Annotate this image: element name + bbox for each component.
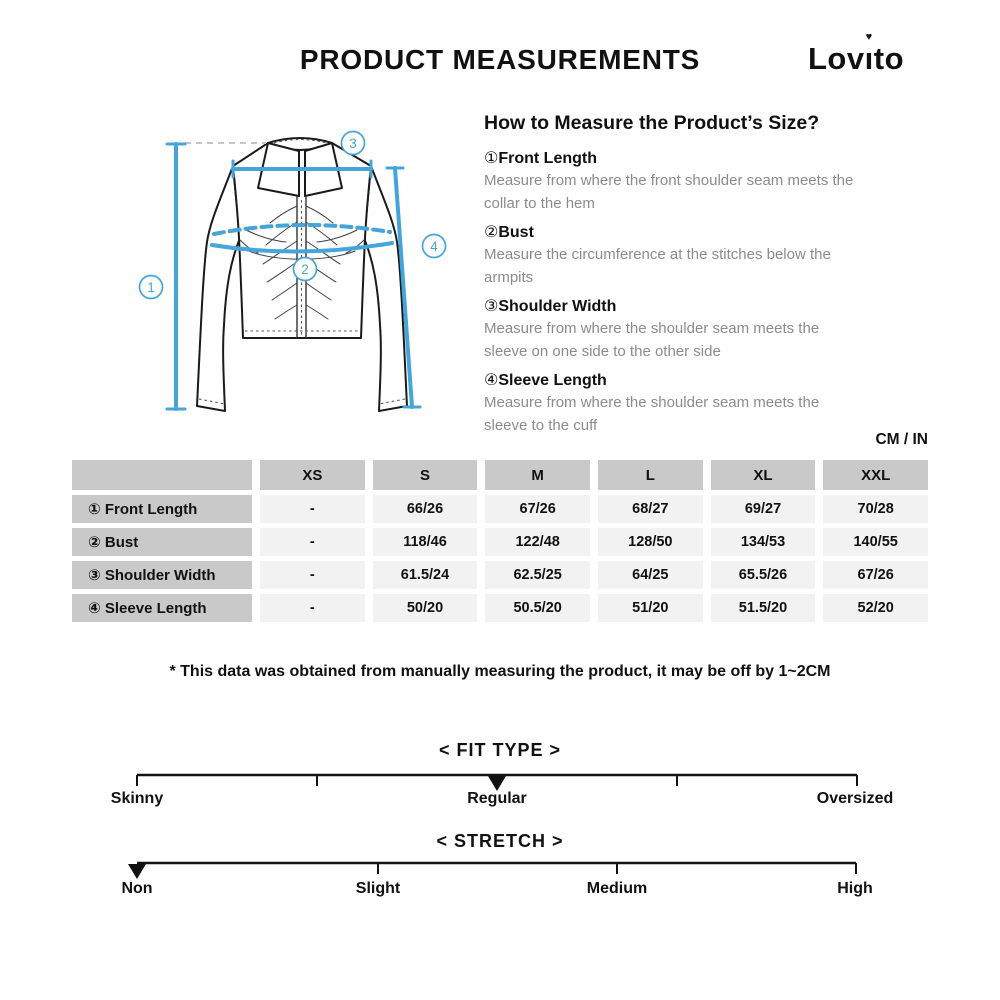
circled-4: ④ (484, 372, 499, 389)
guide-desc: Measure from where the front shoulder seam meets the (484, 172, 854, 189)
table-cell: 62.5/25 (485, 561, 590, 589)
table-cell: - (260, 594, 365, 622)
col-header-l: L (598, 460, 703, 490)
table-cell: 67/26 (823, 561, 928, 589)
stretch-label-high: High (837, 880, 873, 897)
table-cell: 134/53 (711, 528, 816, 556)
size-table (72, 460, 928, 622)
garment-measurement-diagram (100, 110, 460, 440)
right-sleeve (364, 166, 407, 411)
table-cell: 118/46 (373, 528, 478, 556)
callout-3: 3 (349, 136, 357, 151)
guide-desc: armpits (484, 268, 534, 286)
table-cell: 66/26 (373, 495, 478, 523)
table-cell: 68/27 (598, 495, 703, 523)
fit-type-marker (488, 776, 506, 791)
table-cell: 51/20 (598, 594, 703, 622)
fit-type-label-regular: Regular (467, 790, 527, 807)
table-cell: 50/20 (373, 594, 478, 622)
col-header-xxl: XXL (823, 460, 928, 490)
guide-desc: Measure the circumference at the stitches below the (484, 246, 831, 263)
heart-icon: ♥ (865, 31, 873, 43)
guide-item-bust: ②Bust (484, 224, 534, 241)
fit-type-label-skinny: Skinny (110, 790, 164, 807)
table-cell: 64/25 (598, 561, 703, 589)
table-cell: 50.5/20 (485, 594, 590, 622)
col-header-xs: XS (260, 460, 365, 490)
fit-type-label-oversized: Oversized (816, 790, 894, 807)
callout-1: 1 (147, 280, 155, 295)
stretch-label-medium: Medium (586, 880, 648, 897)
col-header-s: S (373, 460, 478, 490)
table-cell: 51.5/20 (711, 594, 816, 622)
fit-type-title: < FIT TYPE > (438, 740, 562, 760)
brand-logo-i: ı ♥ (864, 31, 874, 76)
col-header-m: M (485, 460, 590, 490)
guide-title: How to Measure the Product’s Size? (484, 112, 820, 134)
circled-1: ① (484, 150, 499, 167)
guide-desc: Measure from where the shoulder seam meets the (484, 394, 820, 411)
guide-item-sleeve-length: ④Sleeve Length (484, 372, 607, 389)
stretch-marker (128, 864, 146, 879)
stretch-label-non: Non (121, 880, 153, 897)
guide-desc: Measure from where the shoulder seam meets the (484, 320, 820, 337)
guide-item-front-length: ①Front Length (484, 150, 597, 167)
left-sleeve (197, 166, 240, 411)
row-header-sleeve-length: ④ Sleeve Length (72, 594, 252, 622)
callout-2: 2 (301, 262, 309, 277)
guide-desc: sleeve to the cuff (484, 416, 598, 434)
table-cell: 70/28 (823, 495, 928, 523)
circled-2: ② (484, 224, 499, 241)
guide-item-shoulder-width: ③Shoulder Width (484, 298, 617, 315)
circled-3: ③ (484, 298, 499, 315)
table-cell: 128/50 (598, 528, 703, 556)
table-cell: 69/27 (711, 495, 816, 523)
row-header-bust: ② Bust (72, 528, 252, 556)
table-cell: 122/48 (485, 528, 590, 556)
table-cell: 61.5/24 (373, 561, 478, 589)
brand-logo-post: to (873, 41, 905, 76)
brand-logo-pre: Lov (808, 41, 865, 76)
col-header-xl: XL (711, 460, 816, 490)
table-cell: 52/20 (823, 594, 928, 622)
page-title: PRODUCT MEASUREMENTS (299, 44, 701, 75)
units-label: CM / IN (875, 431, 928, 448)
guide-desc: sleeve on one side to the other side (484, 342, 721, 360)
stretch-title: < STRETCH > (436, 831, 564, 851)
callout-4: 4 (430, 239, 438, 254)
measure-guide (484, 112, 934, 437)
table-cell: - (260, 495, 365, 523)
guide-desc: collar to the hem (484, 194, 595, 212)
row-header-front-length: ① Front Length (72, 495, 252, 523)
col-header-empty (72, 460, 252, 490)
table-cell: - (260, 561, 365, 589)
table-cell: 140/55 (823, 528, 928, 556)
table-cell: - (260, 528, 365, 556)
brand-logo (808, 31, 905, 77)
row-header-shoulder-width: ③ Shoulder Width (72, 561, 252, 589)
table-cell: 65.5/26 (711, 561, 816, 589)
disclaimer-text: * This data was obtained from manually measuring the product, it may be off by 1~2CM (169, 663, 831, 680)
table-cell: 67/26 (485, 495, 590, 523)
stretch-label-slight: Slight (355, 880, 401, 897)
